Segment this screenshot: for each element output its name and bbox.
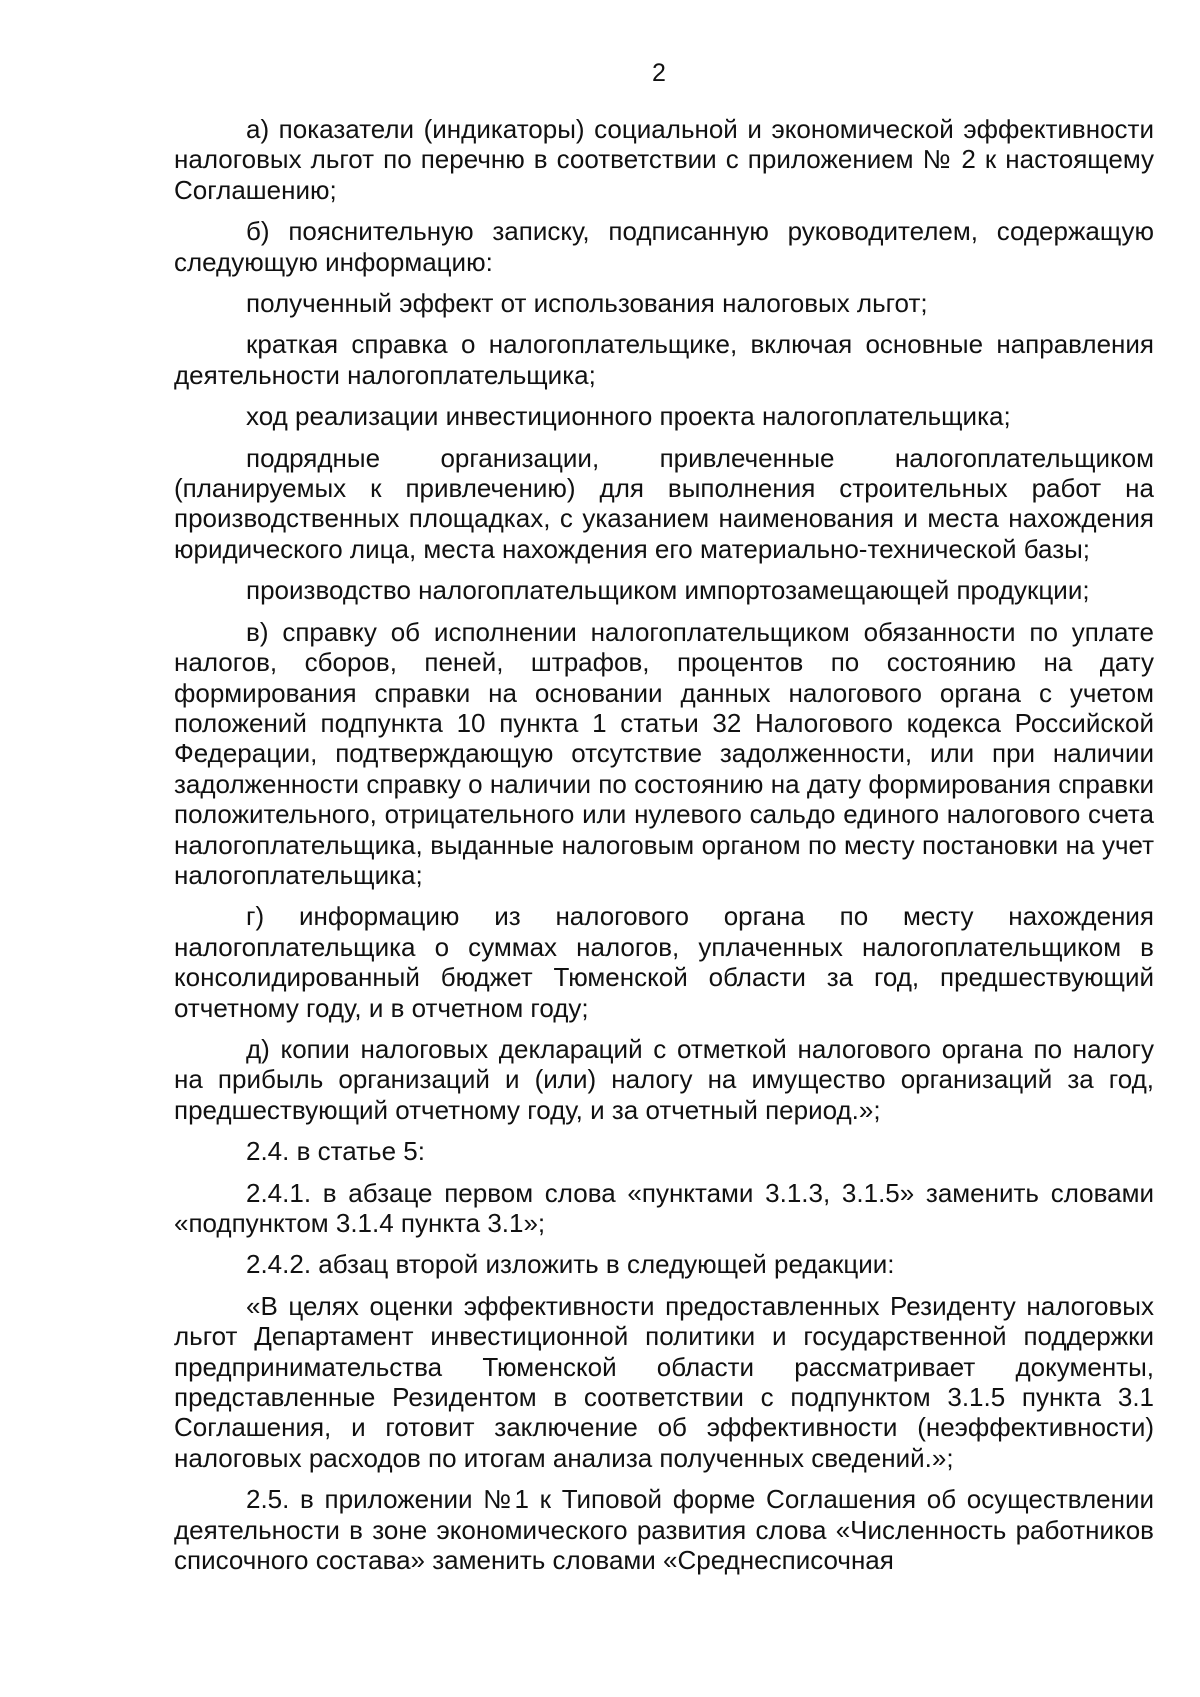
paragraph-import-substitution: производство налогоплательщиком импортозамещающей продукции; xyxy=(246,575,1090,606)
paragraph-effect: полученный эффект от использования налоговых льгот; xyxy=(246,288,928,319)
paragraph-2-4: 2.4. в статье 5: xyxy=(246,1136,425,1167)
paragraph-contractors: подрядные организации, привлеченные налогоплательщиком (планируемых к привлечению) для выполнения строительных работ на производственных площадках, с указанием наименования и места нахождения юридического лица, места нахождения его материально-технической базы; xyxy=(174,442,1154,564)
document-body xyxy=(174,114,1154,1586)
paragraph-item-d: д) копии налоговых деклараций с отметкой налогового органа по налогу на прибыль организаций и (или) налогу на имущество организаций за год, предшествующий отчетному году, и за отчетный период.»; xyxy=(174,1033,1154,1125)
paragraph-item-v: в) справку об исполнении налогоплательщиком обязанности по уплате налогов, сборов, пеней, штрафов, процентов по состоянию на дату формирования справки на основании данных налогового органа с учетом положений подпункта 10 пункта 1 статьи 32 Налогового кодекса Российской Федерации, подтверждающую отсутствие задолженности, или при наличии задолженности справку о наличии по состоянию на дату формирования справки положительного, отрицательного или нулевого сальдо единого налогового счета налогоплательщика, выданные налоговым органом по месту постановки на учет налогоплательщика; xyxy=(174,616,1154,890)
page-number: 2 xyxy=(652,59,666,87)
paragraph-item-g: г) информацию из налогового органа по месту нахождения налогоплательщика о суммах налогов, уплаченных налогоплательщиком в консолидированный бюджет Тюменской области за год, предшествующий отчетному году, и в отчетном году; xyxy=(174,901,1154,1023)
paragraph-quote-evaluation: «В целях оценки эффективности предоставленных Резиденту налоговых льгот Департамент инвестиционной политики и государственной поддержки предпринимательства Тюменской области рассматривает документы, представленные Резидентом в соответствии с подпунктом 3.1.5 пункта 3.1 Соглашения, и готовит заключение об эффективности (неэффективности) налоговых расходов по итогам анализа полученных сведений.»; xyxy=(174,1290,1154,1473)
paragraph-2-4-1: 2.4.1. в абзаце первом слова «пунктами 3.1.3, 3.1.5» заменить словами «подпунктом 3.1.4 пункта 3.1»; xyxy=(174,1177,1154,1238)
paragraph-project-progress: ход реализации инвестиционного проекта налогоплательщика; xyxy=(246,401,1011,432)
paragraph-item-b: б) пояснительную записку, подписанную руководителем, содержащую следующую информацию: xyxy=(174,216,1154,277)
paragraph-2-4-2: 2.4.2. абзац второй изложить в следующей редакции: xyxy=(246,1249,895,1280)
paragraph-taxpayer-info: краткая справка о налогоплательщике, включая основные направления деятельности налогоплательщика; xyxy=(174,329,1154,390)
paragraph-item-a: а) показатели (индикаторы) социальной и экономической эффективности налоговых льгот по перечню в соответствии с приложением № 2 к настоящему Соглашению; xyxy=(174,114,1154,205)
paragraph-2-5: 2.5. в приложении №1 к Типовой форме Соглашения об осуществлении деятельности в зоне экономического развития слова «Численность работников списочного состава» заменить словами «Среднесписочная xyxy=(174,1484,1154,1576)
